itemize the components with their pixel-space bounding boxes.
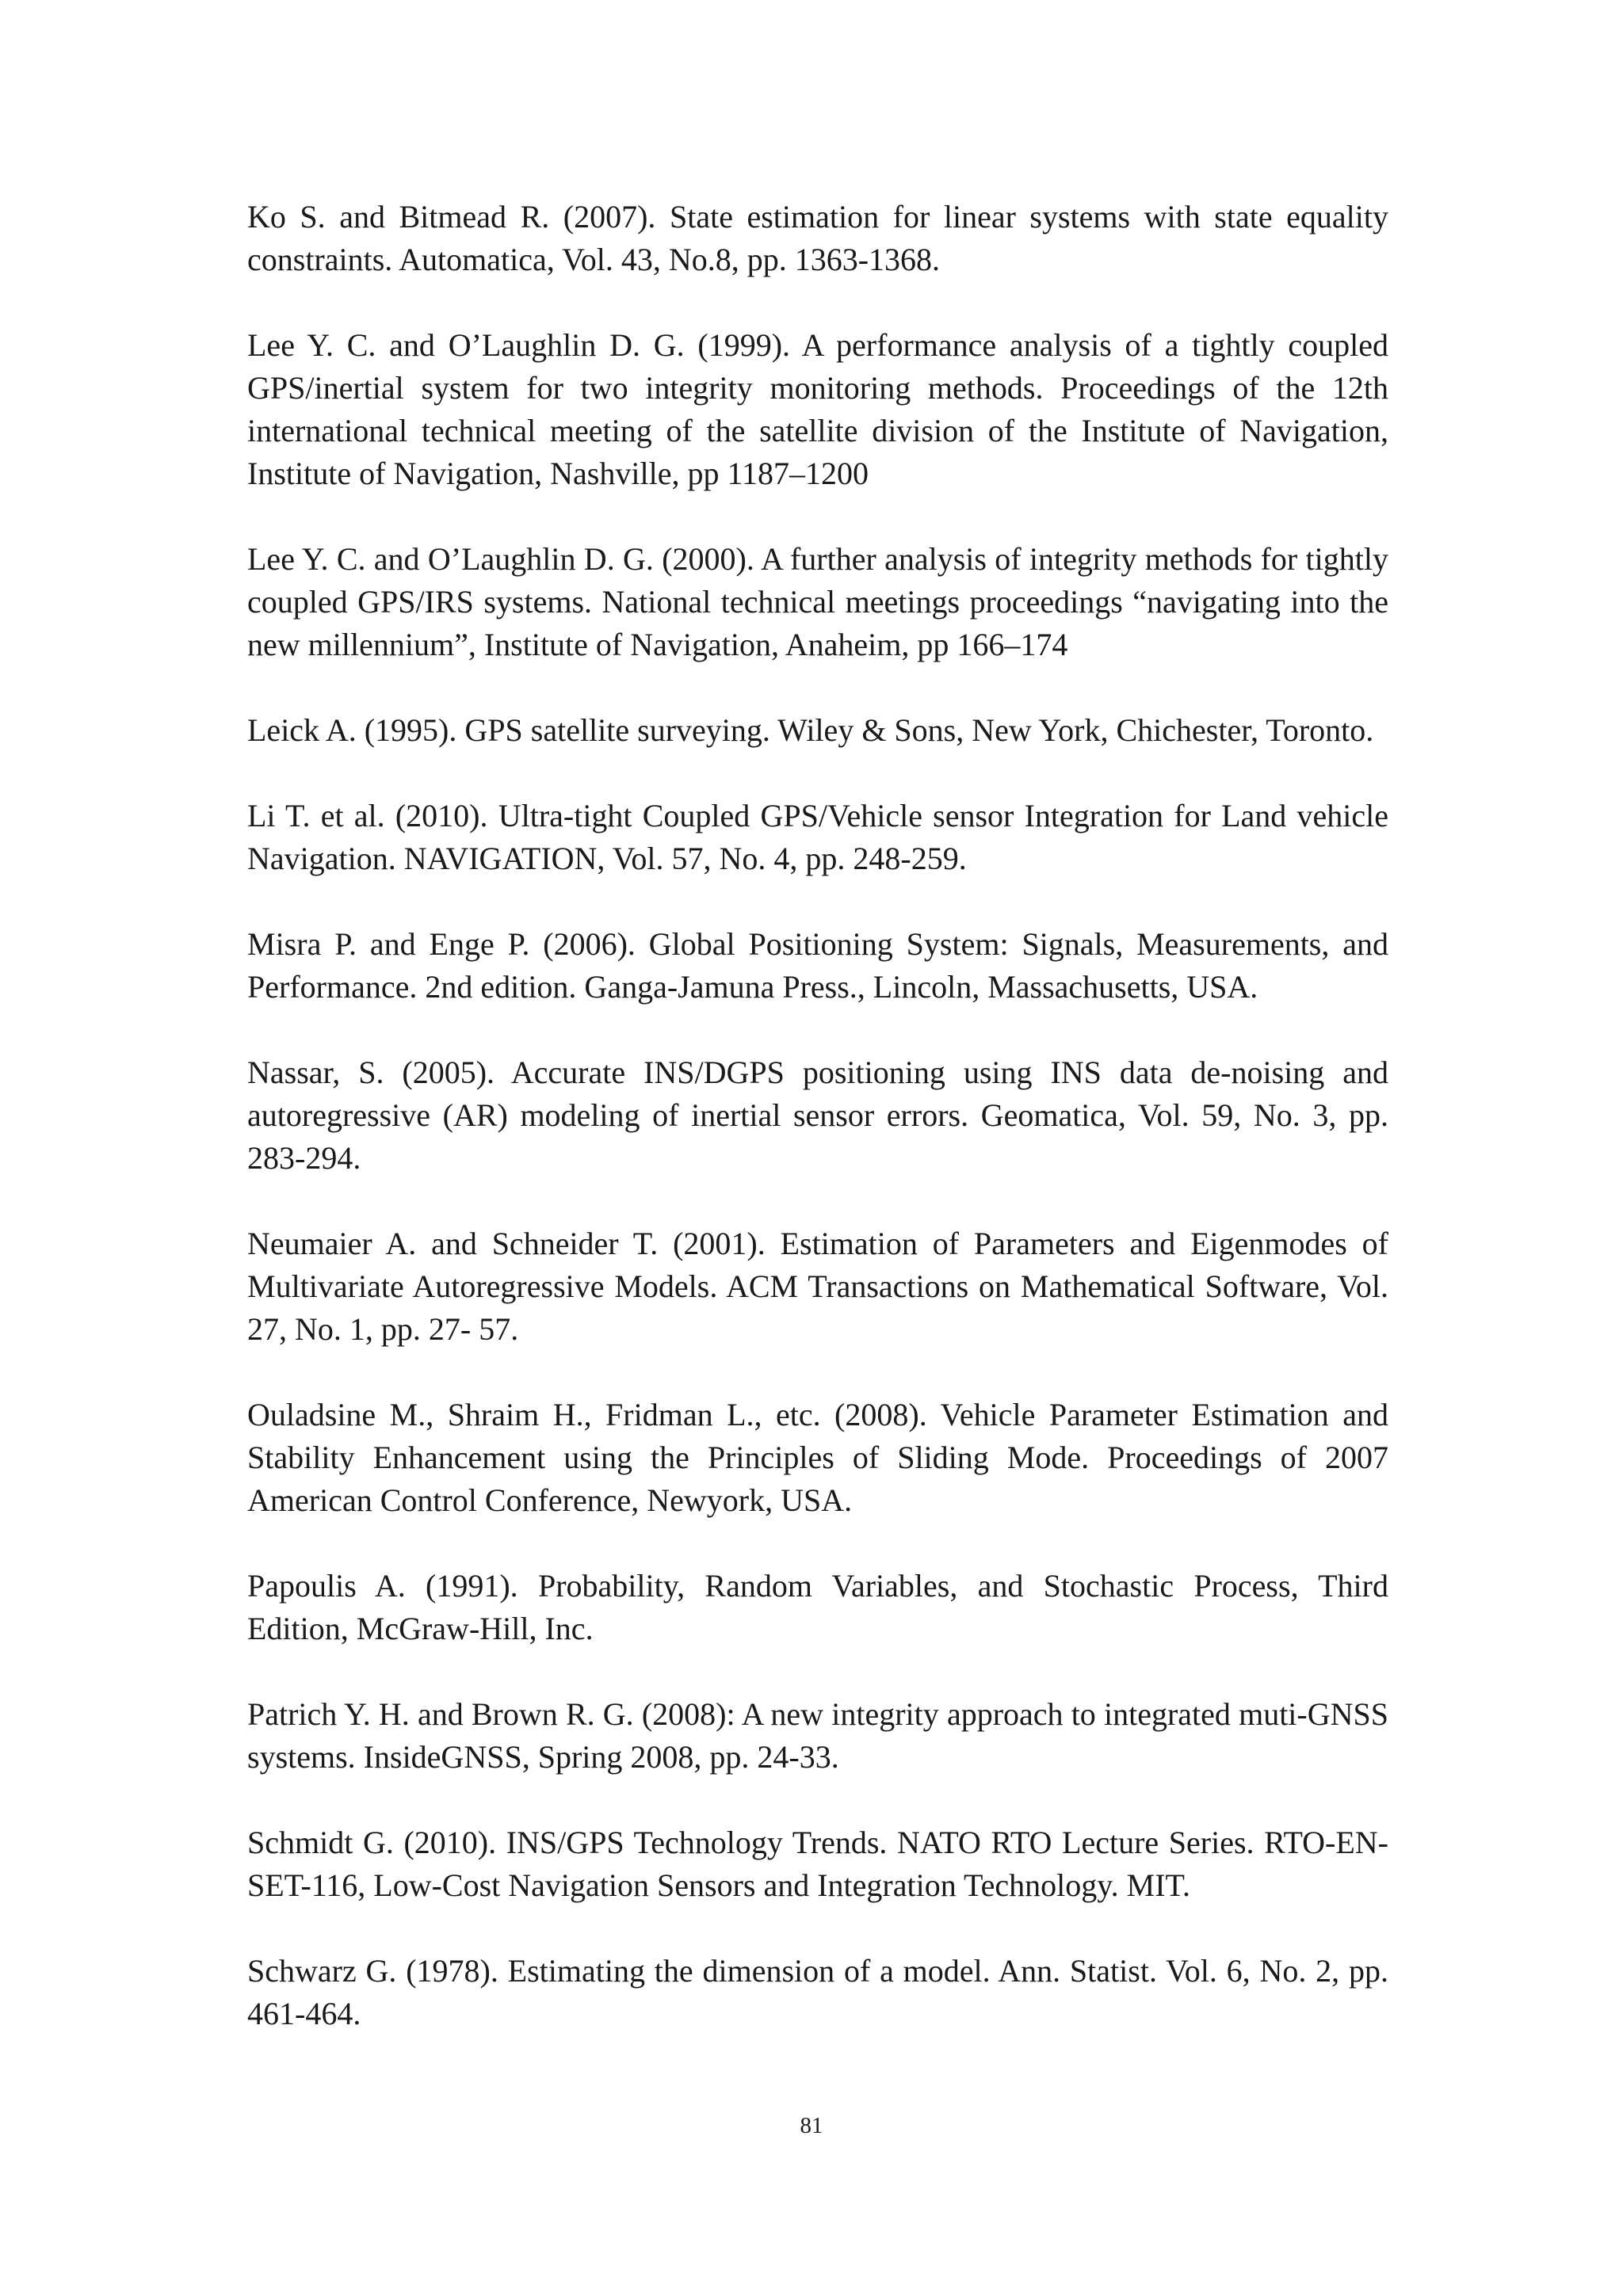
reference-entry: Schmidt G. (2010). INS/GPS Technology Trends. NATO RTO Lecture Series. RTO-EN-SET-116, Low-Cost Navigation Sensors and Integration Technology. MIT.	[247, 1825, 1388, 1903]
reference-entry: Ko S. and Bitmead R. (2007). State estimation for linear systems with state equality constraints. Automatica, Vol. 43, No.8, pp. 1363-1368.	[247, 199, 1388, 277]
reference-entry: Papoulis A. (1991). Probability, Random Variables, and Stochastic Process, Third Edition, McGraw-Hill, Inc.	[247, 1568, 1388, 1646]
page-number: 81	[800, 2113, 823, 2138]
reference-entry: Neumaier A. and Schneider T. (2001). Estimation of Parameters and Eigenmodes of Multivariate Autoregressive Models. ACM Transactions on Mathematical Software, Vol. 27, No. 1, pp. 27- 57.	[247, 1226, 1388, 1347]
reference-entry: Ouladsine M., Shraim H., Fridman L., etc. (2008). Vehicle Parameter Estimation and Stability Enhancement using the Principles of Sliding Mode. Proceedings of 2007 American Control Conference, Newyork, USA.	[247, 1397, 1388, 1518]
reference-entry: Misra P. and Enge P. (2006). Global Positioning System: Signals, Measurements, and Performance. 2nd edition. Ganga-Jamuna Press., Lincoln, Massachusetts, USA.	[247, 926, 1388, 1005]
reference-entry: Schwarz G. (1978). Estimating the dimension of a model. Ann. Statist. Vol. 6, No. 2, pp. 461-464.	[247, 1953, 1388, 2031]
reference-list	[247, 196, 1388, 2078]
reference-entry: Leick A. (1995). GPS satellite surveying. Wiley & Sons, New York, Chichester, Toronto.	[247, 712, 1374, 748]
reference-entry: Lee Y. C. and O’Laughlin D. G. (1999). A performance analysis of a tightly coupled GPS/inertial system for two integrity monitoring methods. Proceedings of the 12th international technical meeting of the satellite division of the Institute of Navigation, Institute of Navigation, Nashville, pp 1187–1200	[247, 327, 1388, 491]
reference-entry: Nassar, S. (2005). Accurate INS/DGPS positioning using INS data de-noising and autoregressive (AR) modeling of inertial sensor errors. Geomatica, Vol. 59, No. 3, pp. 283-294.	[247, 1055, 1388, 1176]
reference-entry: Li T. et al. (2010). Ultra-tight Coupled GPS/Vehicle sensor Integration for Land vehicle Navigation. NAVIGATION, Vol. 57, No. 4, pp. 248-259.	[247, 798, 1388, 876]
reference-entry: Lee Y. C. and O’Laughlin D. G. (2000). A further analysis of integrity methods for tightly coupled GPS/IRS systems. National technical meetings proceedings “navigating into the new millennium”, Institute of Navigation, Anaheim, pp 166–174	[247, 541, 1388, 662]
reference-entry: Patrich Y. H. and Brown R. G. (2008): A new integrity approach to integrated muti-GNSS systems. InsideGNSS, Spring 2008, pp. 24-33.	[247, 1696, 1388, 1775]
